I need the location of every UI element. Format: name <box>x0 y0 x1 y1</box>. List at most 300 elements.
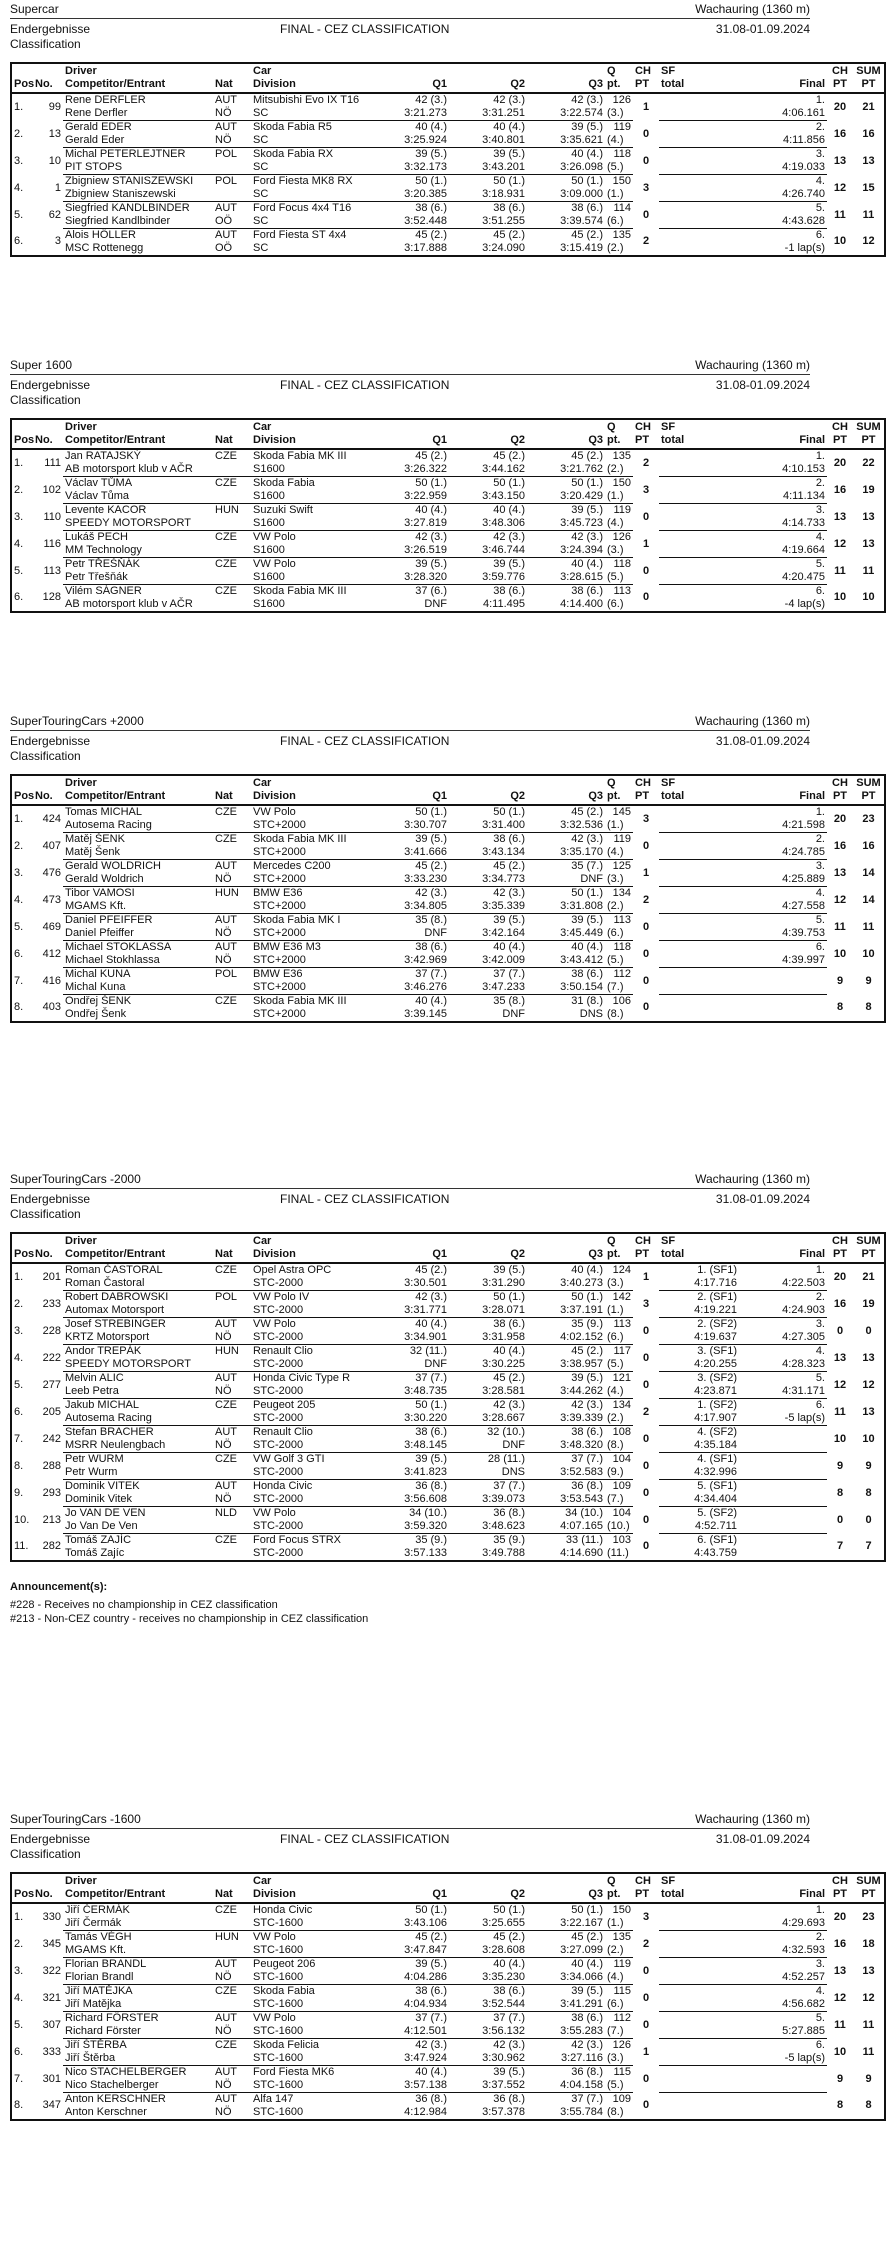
sum-points: 0 <box>865 1513 872 1526</box>
header-label: Q1 <box>432 434 447 446</box>
q-total: 150 <box>612 1904 631 1916</box>
table-row-continued <box>11 1520 885 1534</box>
driver-name: Roman ČASTORAL <box>65 1264 163 1276</box>
sf-time <box>659 1971 739 1985</box>
final-time <box>739 1520 827 1534</box>
header-label: SUM <box>856 1235 881 1247</box>
driver-name: Gerald WOLDRICH <box>65 860 161 872</box>
section-header <box>10 734 810 768</box>
championship-points: 8 <box>836 1001 844 1014</box>
sf-position <box>659 202 739 216</box>
column-header-sum <box>853 419 885 449</box>
header-label: PT <box>635 1888 650 1900</box>
column-header-no <box>33 1233 63 1263</box>
section-header <box>10 22 810 56</box>
sum-points: 15 <box>862 181 875 194</box>
nationality: AUT <box>215 860 237 872</box>
sf-position <box>659 887 739 901</box>
column-header-q <box>605 1873 633 1903</box>
ch-points: 0 <box>642 208 650 221</box>
label-classification: Classification <box>10 393 81 407</box>
q-total: 126 <box>612 94 631 106</box>
header-label: PT <box>635 78 650 90</box>
car-number: 110 <box>43 510 61 523</box>
final-position: 4. <box>815 175 825 187</box>
q-total: 142 <box>612 1291 631 1303</box>
column-header-ch2 <box>827 1873 853 1903</box>
column-header-ch <box>633 63 659 93</box>
q1-time: 3:21.273 <box>371 107 449 121</box>
nationality: POL <box>215 175 238 187</box>
header-label: PT <box>635 790 650 802</box>
sf-position <box>659 2039 739 2053</box>
position: 6. <box>14 235 24 248</box>
sf-position <box>659 995 739 1009</box>
car-number: 102 <box>42 483 61 496</box>
table-row-continued <box>11 161 885 175</box>
final-time: -5 lap(s) <box>739 1412 827 1426</box>
final-position: 3. <box>815 148 825 160</box>
q3-points: 31 (8.) <box>571 995 603 1007</box>
table-row <box>11 833 885 847</box>
q2-points: 45 (2.) <box>493 450 525 462</box>
position: 6. <box>14 591 24 604</box>
q2-points: 32 (10.) <box>487 1426 525 1438</box>
q3-time: 4:02.152 <box>527 1331 605 1345</box>
column-header-sum <box>853 1873 885 1903</box>
q2-time: 3:48.623 <box>449 1520 527 1534</box>
championship-points: 12 <box>833 893 847 906</box>
q3-points: 38 (6.) <box>571 2012 603 2024</box>
q2-points: 37 (7.) <box>493 968 525 980</box>
column-header-q2 <box>449 63 527 93</box>
q-total: 134 <box>612 1399 631 1411</box>
q3-time: 3:27.116 <box>527 2052 605 2066</box>
label-endergebnisse: Endergebnisse <box>10 22 91 36</box>
final-time: 4:21.598 <box>739 819 827 833</box>
driver-name: Václav TŮMA <box>65 477 133 489</box>
q-total: 113 <box>613 585 631 597</box>
division: STC-2000 <box>251 1547 371 1561</box>
region: NÖ <box>213 2025 251 2039</box>
championship-points: 13 <box>833 154 847 167</box>
header-label: PT <box>861 1888 876 1900</box>
header-label: Competitor/Entrant <box>65 1888 166 1900</box>
header-label: Q2 <box>510 1248 525 1260</box>
sum-points: 8 <box>865 1486 872 1499</box>
q-rank: (8.) <box>605 2106 633 2120</box>
q2-points: 50 (1.) <box>493 806 525 818</box>
q-rank: (2.) <box>605 463 633 477</box>
header-label: Competitor/Entrant <box>65 1248 166 1260</box>
q-rank: (2.) <box>605 1412 633 1426</box>
division: STC+2000 <box>251 873 371 887</box>
header-label: Car <box>253 1235 272 1247</box>
sf-time: 4:17.716 <box>659 1277 739 1291</box>
final-time <box>739 1466 827 1480</box>
car-number: 228 <box>42 1324 61 1337</box>
q1-points: 35 (8.) <box>415 914 447 926</box>
final-position <box>739 1480 827 1494</box>
final-time: -5 lap(s) <box>739 2052 827 2066</box>
q-total: 145 <box>612 806 631 818</box>
final-position: 2. <box>815 1291 825 1303</box>
q-total: 126 <box>612 531 631 543</box>
header-label: pt. <box>607 790 621 802</box>
header-label: Q3 <box>588 790 603 802</box>
q-total: 119 <box>613 833 631 845</box>
header-label: Division <box>253 434 296 446</box>
sf-time <box>659 1998 739 2012</box>
sf-position <box>659 2066 739 2080</box>
car-number: 213 <box>42 1513 61 1526</box>
q2-time: 3:30.962 <box>449 2052 527 2066</box>
car-number: 128 <box>42 591 61 604</box>
header-label: Q1 <box>432 1248 447 1260</box>
sf-time: 4:19.221 <box>659 1304 739 1318</box>
car-model: Peugeot 206 <box>253 1958 316 1970</box>
table-row-continued <box>11 900 885 914</box>
category-name: Super 1600 <box>10 358 73 372</box>
q-total: 104 <box>612 1507 631 1519</box>
q-rank: (7.) <box>605 981 633 995</box>
q3-points: 40 (4.) <box>571 558 603 570</box>
header-label: Q1 <box>432 790 447 802</box>
category-name: SuperTouringCars -2000 <box>10 1172 141 1186</box>
q2-points: 42 (3.) <box>493 94 525 106</box>
car-number: 403 <box>42 1001 61 1014</box>
driver-name: Vilém SÁGNER <box>65 585 142 597</box>
ch-points: 1 <box>642 1270 650 1283</box>
q1-time: 3:32.173 <box>371 161 449 175</box>
final-position: 6. <box>815 229 825 241</box>
q-total: 114 <box>613 202 631 214</box>
header-label: No. <box>35 790 53 802</box>
table-row <box>11 1534 885 1548</box>
sum-points: 14 <box>862 893 875 906</box>
column-header-q3 <box>527 1233 605 1263</box>
column-header-q1 <box>371 775 449 805</box>
nationality: CZE <box>215 531 237 543</box>
q2-time: 3:31.958 <box>449 1331 527 1345</box>
header-label: SF <box>661 421 676 433</box>
entrant-name: Matěj Šenk <box>63 846 213 860</box>
table-row <box>11 229 885 243</box>
q-rank: (4.) <box>605 1385 633 1399</box>
entrant-name: Michal Kuna <box>63 981 213 995</box>
division: STC+2000 <box>251 900 371 914</box>
driver-name: Gerald EDER <box>65 121 132 133</box>
sf-position: 1. (SF2) <box>697 1399 737 1411</box>
championship-points: 13 <box>833 866 847 879</box>
sum-points: 11 <box>862 208 875 221</box>
q2-time: 3:37.552 <box>449 2079 527 2093</box>
final-position <box>739 995 827 1009</box>
driver-name: Richard FÖRSTER <box>65 2012 159 2024</box>
sum-points: 11 <box>862 920 875 933</box>
table-row-continued <box>11 571 885 585</box>
header-label: Q <box>607 65 616 77</box>
q1-points: 50 (1.) <box>415 477 447 489</box>
car-model: Ford Fiesta MK8 RX <box>253 175 353 187</box>
sum-points: 12 <box>862 1378 875 1391</box>
driver-name: Lukáš PECH <box>65 531 128 543</box>
division: S1600 <box>251 490 371 504</box>
sum-points: 13 <box>862 154 875 167</box>
q1-points: 45 (2.) <box>415 229 447 241</box>
driver-name: Jo VAN DE VEN <box>65 1507 146 1519</box>
table-row-continued <box>11 598 885 612</box>
nationality: CZE <box>215 1985 237 1997</box>
driver-name: Levente KACOR <box>65 504 147 516</box>
header-label: total <box>661 434 685 446</box>
car-number: 301 <box>42 2072 61 2085</box>
q1-points: 36 (8.) <box>415 2093 447 2105</box>
column-header-sf <box>659 1233 739 1263</box>
q1-points: 38 (6.) <box>415 941 447 953</box>
division: STC+2000 <box>251 846 371 860</box>
sf-time <box>659 927 739 941</box>
region: NÖ <box>213 927 251 941</box>
header-label: No. <box>35 434 53 446</box>
table-row <box>11 1507 885 1521</box>
q2-points: 40 (4.) <box>493 1345 525 1357</box>
q3-time: 3:22.167 <box>527 1917 605 1931</box>
position: 3. <box>14 510 24 523</box>
q2-time: 3:28.608 <box>449 1944 527 1958</box>
header-labels <box>10 378 90 408</box>
q3-time: 3:28.615 <box>527 571 605 585</box>
region <box>213 1277 251 1291</box>
header-label: PT <box>861 790 876 802</box>
final-time: 4:22.503 <box>739 1277 827 1291</box>
column-header-q3 <box>527 1873 605 1903</box>
nationality: CZE <box>215 585 237 597</box>
sf-time <box>659 134 739 148</box>
q2-points: 40 (4.) <box>493 504 525 516</box>
nationality: NLD <box>215 1507 238 1519</box>
nationality: HUN <box>215 504 239 516</box>
q-total: 104 <box>612 1453 631 1465</box>
column-header-final <box>739 775 827 805</box>
column-header-ch2 <box>827 775 853 805</box>
table-row <box>11 1903 885 1917</box>
sf-position: 2. (SF1) <box>697 1291 737 1303</box>
ch-points: 2 <box>642 893 650 906</box>
driver-name: Alois HÖLLER <box>65 229 136 241</box>
car-number: 233 <box>42 1297 61 1310</box>
position: 7. <box>14 974 24 987</box>
q1-points: 32 (11.) <box>409 1345 447 1357</box>
q1-time: 3:33.230 <box>371 873 449 887</box>
q2-points: 38 (6.) <box>493 585 525 597</box>
header-label: Q <box>607 421 616 433</box>
final-time: 4:26.740 <box>739 188 827 202</box>
q-total: 106 <box>612 995 631 1007</box>
ch-points: 2 <box>642 456 650 469</box>
division: STC+2000 <box>251 954 371 968</box>
q1-points: 39 (5.) <box>415 1958 447 1970</box>
final-time: 4:14.733 <box>739 517 827 531</box>
position: 2. <box>14 1937 24 1950</box>
sf-time <box>659 242 739 256</box>
sum-points: 9 <box>865 974 872 987</box>
position: 9. <box>14 1486 24 1499</box>
sf-time <box>659 2025 739 2039</box>
sum-points: 8 <box>865 1001 872 1014</box>
q-rank: (1.) <box>605 819 633 833</box>
sf-time <box>659 819 739 833</box>
table-row-continued <box>11 1466 885 1480</box>
header-label: Driver <box>65 65 97 77</box>
car-number: 321 <box>42 1991 61 2004</box>
q3-points: 37 (7.) <box>571 2093 603 2105</box>
header-label: Nat <box>215 1888 233 1900</box>
driver-name: Dominik VITEK <box>65 1480 140 1492</box>
q-rank: (2.) <box>605 1944 633 1958</box>
header-label: Q2 <box>510 1888 525 1900</box>
entrant-name: Roman Častoral <box>63 1277 213 1291</box>
car-model: Mitsubishi Evo IX T16 <box>253 94 360 106</box>
table-row-continued <box>11 242 885 256</box>
q2-points: 40 (4.) <box>493 121 525 133</box>
header-label: SUM <box>856 1875 881 1887</box>
sf-position <box>659 1958 739 1972</box>
sf-position: 4. (SF1) <box>697 1453 737 1465</box>
header-label: CH <box>832 777 848 789</box>
sf-position <box>659 229 739 243</box>
table-row-continued <box>11 1944 885 1958</box>
sf-time <box>659 490 739 504</box>
driver-name: Matěj ŠENK <box>65 833 125 845</box>
header-label: Division <box>253 1888 296 1900</box>
table-row <box>11 1931 885 1945</box>
final-position: 5. <box>815 558 825 570</box>
region <box>213 1944 251 1958</box>
division: STC-2000 <box>251 1358 371 1372</box>
driver-name: Andor TREPÁK <box>65 1345 142 1357</box>
q1-time: 3:57.138 <box>371 2079 449 2093</box>
category-name: SuperTouringCars +2000 <box>10 714 144 728</box>
q3-time: 3:52.583 <box>527 1466 605 1480</box>
championship-points: 7 <box>836 1540 844 1553</box>
final-time: 4:11.856 <box>739 134 827 148</box>
car-model: Alfa 147 <box>253 2093 294 2105</box>
q1-points: 40 (4.) <box>415 504 447 516</box>
car-model: VW Golf 3 GTI <box>253 1453 325 1465</box>
car-number: 307 <box>42 2018 61 2031</box>
sf-position <box>659 175 739 189</box>
category-line <box>10 712 810 731</box>
nationality: HUN <box>215 1345 239 1357</box>
championship-points: 16 <box>833 127 847 140</box>
table-row-continued <box>11 1917 885 1931</box>
final-time <box>739 1547 827 1561</box>
column-header-car <box>251 775 371 805</box>
car-model: Honda Civic <box>253 1480 313 1492</box>
table-row-continued <box>11 1439 885 1453</box>
q3-time: 3:55.283 <box>527 2025 605 2039</box>
division: STC-2000 <box>251 1520 371 1534</box>
sf-time <box>659 846 739 860</box>
results-table <box>10 62 886 257</box>
car-number: 282 <box>42 1540 61 1553</box>
nationality: POL <box>215 968 238 980</box>
q-total: 109 <box>612 1480 631 1492</box>
event-dates: 31.08-01.09.2024 <box>715 1832 810 1846</box>
final-time: 4:25.889 <box>739 873 827 887</box>
q1-time: 3:34.805 <box>371 900 449 914</box>
q2-points: 39 (5.) <box>493 1264 525 1276</box>
q3-time: 3:15.419 <box>527 242 605 256</box>
table-row <box>11 93 885 107</box>
q-rank: (8.) <box>605 1008 633 1022</box>
q2-points: 39 (5.) <box>493 914 525 926</box>
region <box>213 571 251 585</box>
header-label: Pos <box>14 790 35 802</box>
header-label: SF <box>661 65 676 77</box>
ch-points: 3 <box>642 1297 650 1310</box>
division: STC-1600 <box>251 1917 371 1931</box>
entrant-name: Richard Förster <box>63 2025 213 2039</box>
column-header-q3 <box>527 63 605 93</box>
event-dates: 31.08-01.09.2024 <box>715 734 810 748</box>
header-label: Q <box>607 777 616 789</box>
championship-points: 12 <box>833 537 847 550</box>
table-row-continued <box>11 1008 885 1022</box>
sf-position: 4. (SF2) <box>697 1426 737 1438</box>
column-header-final <box>739 1873 827 1903</box>
q-rank: (9.) <box>605 1466 633 1480</box>
column-header-ch <box>633 419 659 449</box>
q2-points: 38 (6.) <box>493 1318 525 1330</box>
car-number: 62 <box>48 208 61 221</box>
q3-points: 39 (5.) <box>571 1985 603 1997</box>
q2-time: 3:35.339 <box>449 900 527 914</box>
table-row <box>11 1318 885 1332</box>
header-label: CH <box>832 65 848 77</box>
division: S1600 <box>251 463 371 477</box>
final-position: 4. <box>815 1345 825 1357</box>
table-row-continued <box>11 463 885 477</box>
region <box>213 161 251 175</box>
q1-time: 3:20.385 <box>371 188 449 202</box>
header-label: CH <box>635 1875 651 1887</box>
q3-points: 38 (6.) <box>571 202 603 214</box>
q3-time: 3:45.723 <box>527 517 605 531</box>
final-position: 5. <box>815 914 825 926</box>
table-row <box>11 805 885 819</box>
column-header-ch2 <box>827 419 853 449</box>
nationality: CZE <box>215 558 237 570</box>
q2-time: 4:11.495 <box>449 598 527 612</box>
division: STC-1600 <box>251 2106 371 2120</box>
car-model: Honda Civic <box>253 1904 313 1916</box>
q2-time: 3:28.667 <box>449 1412 527 1426</box>
q3-time: 3:43.412 <box>527 954 605 968</box>
column-header-nat <box>213 1233 251 1263</box>
column-header-no <box>33 63 63 93</box>
q3-time: 3:37.191 <box>527 1304 605 1318</box>
q-rank: (10.) <box>605 1520 633 1534</box>
division: STC-2000 <box>251 1412 371 1426</box>
ch-points: 0 <box>642 1432 650 1445</box>
q2-time: 3:42.164 <box>449 927 527 941</box>
table-row <box>11 2066 885 2080</box>
nationality: AUT <box>215 2066 237 2078</box>
ch-points: 0 <box>642 974 650 987</box>
table-row-continued <box>11 1277 885 1291</box>
